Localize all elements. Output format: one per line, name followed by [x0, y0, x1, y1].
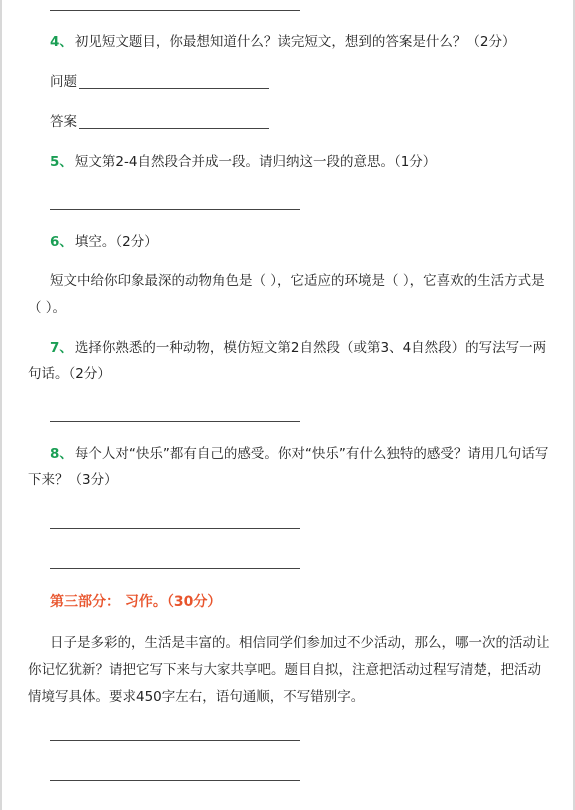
page-border-left: [0, 0, 2, 810]
answer-line[interactable]: [50, 780, 300, 781]
question-4: [50, 29, 560, 55]
question-field-line[interactable]: [79, 88, 269, 89]
question-8: [28, 441, 554, 493]
question-number: 4、: [50, 34, 73, 50]
answer-line[interactable]: [50, 528, 300, 529]
question-number: 7、: [50, 340, 73, 356]
answer-field-label: 答案: [50, 114, 77, 130]
part-3-heading: 第三部分： 习作。（30分）: [50, 594, 222, 610]
question-text: 填空。（2分）: [74, 234, 158, 250]
answer-line[interactable]: [50, 421, 300, 422]
answer-line[interactable]: [50, 209, 300, 210]
question-6: [50, 229, 560, 255]
essay-prompt: 日子是多彩的，生活是丰富的。相信同学们参加过不少活动，那么，哪一次的活动让你记忆犹新？请把它写下来与大家共享吧。题目自拟，注意把活动过程写清楚，把活动情境写具体。要求450字左右，语句通顺，不写错别字。: [28, 635, 550, 705]
answer-line[interactable]: [50, 10, 300, 11]
question-number: 5、: [50, 154, 73, 170]
question-text: 选择你熟悉的一种动物，模仿短文第2自然段（或第3、4自然段）的写法写一两句话。（2分）: [28, 340, 547, 382]
question-text: 初见短文题目，你最想知道什么？读完短文，想到的答案是什么？（2分）: [74, 34, 516, 50]
answer-line[interactable]: [50, 740, 300, 741]
answer-field-line[interactable]: [79, 128, 269, 129]
question-5: [50, 149, 560, 175]
question-number: 6、: [50, 234, 73, 250]
question-text: 每个人对“快乐”都有自己的感受。你对“快乐”有什么独特的感受？请用几句话写下来？（3分）: [28, 446, 549, 488]
question-number: 8、: [50, 446, 73, 462]
answer-line[interactable]: [50, 568, 300, 569]
answer-field-row: [50, 112, 269, 132]
question-7: [28, 335, 554, 387]
question-field-label: 问题: [50, 74, 77, 90]
question-6-body: 短文中给你印象最深的动物角色是（ ），它适应的环境是（ ），它喜欢的生活方式是（ ）。: [28, 273, 545, 316]
question-field-row: [50, 72, 269, 92]
question-text: 短文第2-4自然段合并成一段。请归纳这一段的意思。（1分）: [74, 154, 437, 170]
